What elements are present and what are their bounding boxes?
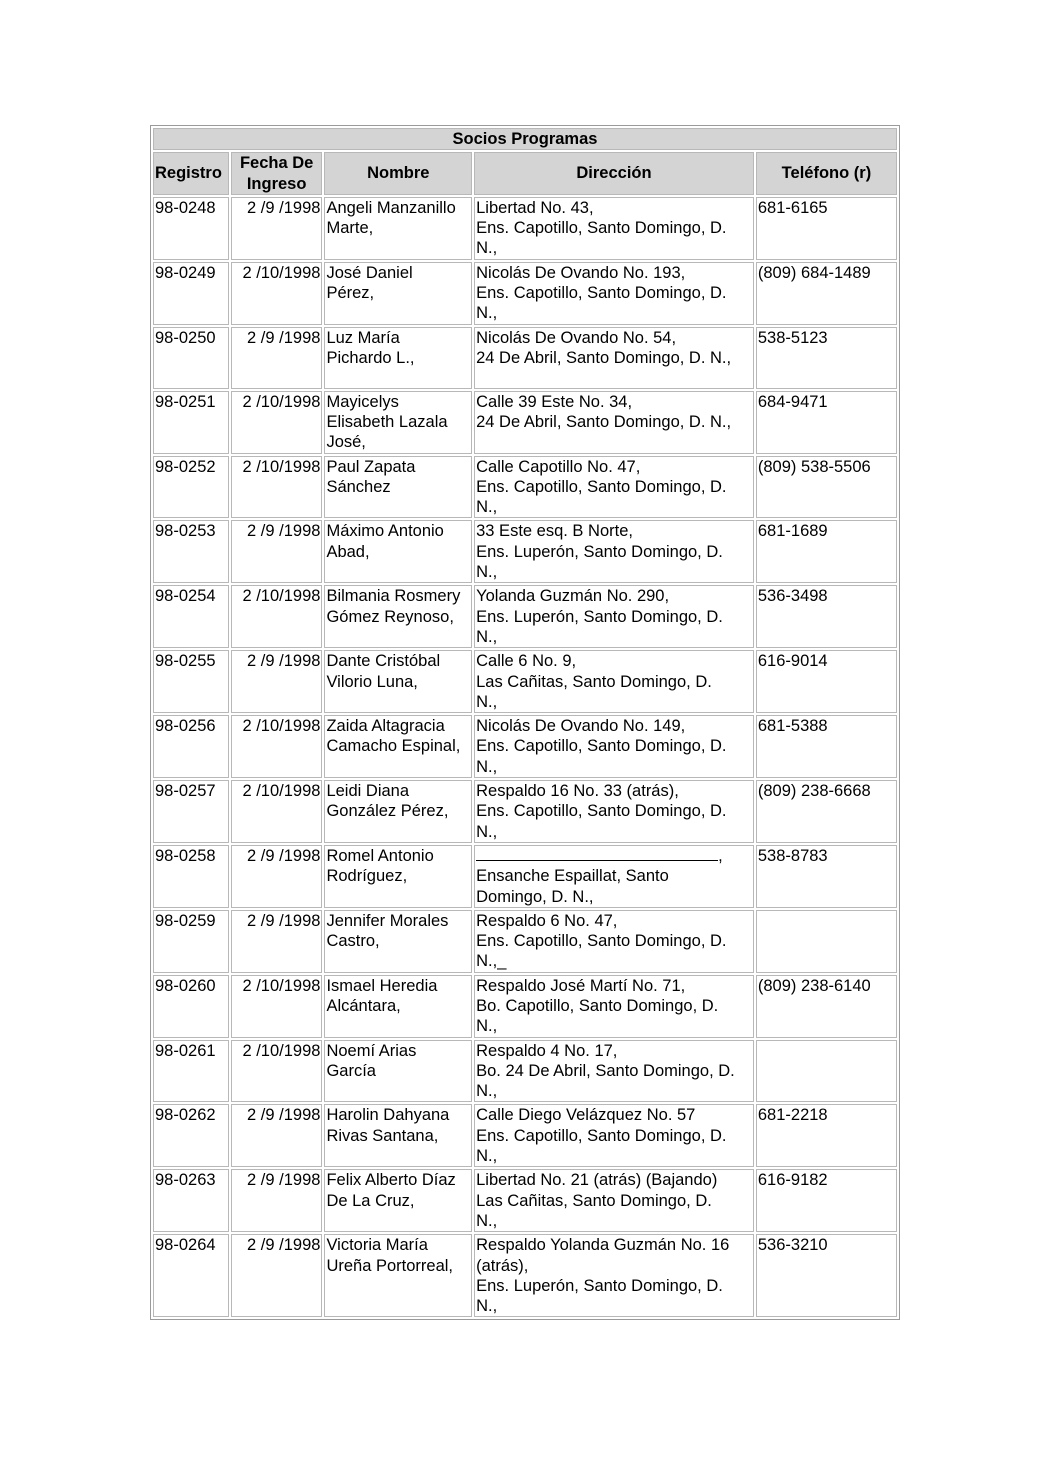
cell-nombre xyxy=(324,975,472,1038)
cell-fecha: 2 /10/1998 xyxy=(231,262,323,325)
nombre-line: Dante Cristóbal xyxy=(326,652,441,671)
table-row xyxy=(153,1234,897,1317)
direccion-line: Las Cañitas, Santo Domingo, D. xyxy=(476,672,712,691)
blank-suffix: , xyxy=(718,846,723,865)
cell-registro: 98-0256 xyxy=(153,715,229,778)
direccion-line: Calle 6 No. 9, xyxy=(476,652,577,671)
direccion-line: Bo. Capotillo, Santo Domingo, D. xyxy=(476,996,719,1015)
direccion-line: 24 De Abril, Santo Domingo, D. N., xyxy=(476,348,732,367)
cell-direccion xyxy=(474,1104,754,1167)
cell-direccion xyxy=(474,1234,754,1317)
cell-registro: 98-0253 xyxy=(153,520,229,583)
nombre-line: Marte, xyxy=(326,219,374,238)
direccion-line: N.,_ xyxy=(476,952,507,971)
direccion-line: Respaldo Yolanda Guzmán No. 16 xyxy=(476,1236,730,1255)
nombre-line: Paul Zapata xyxy=(326,457,416,476)
nombre-line: Pichardo L., xyxy=(326,348,415,367)
header-fecha-line1: Fecha De xyxy=(239,154,314,173)
cell-registro: 98-0258 xyxy=(153,845,229,908)
nombre-line: Zaida Altagracia xyxy=(326,717,445,736)
direccion-line: Calle 39 Este No. 34, xyxy=(476,392,633,411)
direccion-line: N., xyxy=(476,627,498,646)
table-title: Socios Programas xyxy=(153,128,897,150)
direccion-line: Respaldo 6 No. 47, xyxy=(476,911,618,930)
cell-telefono: (809) 684-1489 xyxy=(756,262,897,325)
nombre-line: Elisabeth Lazala xyxy=(326,412,448,431)
nombre-line: Ismael Heredia xyxy=(326,976,438,995)
cell-direccion xyxy=(474,391,754,454)
cell-direccion xyxy=(474,975,754,1038)
cell-fecha: 2 /10/1998 xyxy=(231,1040,323,1103)
nombre-line: González Pérez, xyxy=(326,802,449,821)
cell-telefono: 684-9471 xyxy=(756,391,897,454)
header-nombre: Nombre xyxy=(324,152,472,195)
cell-nombre xyxy=(324,262,472,325)
direccion-line: N., xyxy=(476,1211,498,1230)
table-row xyxy=(153,650,897,713)
cell-nombre xyxy=(324,1169,472,1232)
cell-fecha: 2 /9 /1998 xyxy=(231,650,323,713)
nombre-line: Luz María xyxy=(326,328,400,347)
direccion-line: Bo. 24 De Abril, Santo Domingo, D. xyxy=(476,1061,735,1080)
header-fecha xyxy=(231,152,323,195)
direccion-line: Ens. Luperón, Santo Domingo, D. xyxy=(476,542,723,561)
nombre-line: Vilorio Luna, xyxy=(326,672,418,691)
cell-fecha: 2 /10/1998 xyxy=(231,715,323,778)
direccion-line: Ens. Luperón, Santo Domingo, D. xyxy=(476,1276,723,1295)
cell-direccion xyxy=(474,456,754,519)
direccion-line: Libertad No. 21 (atrás) (Bajando) xyxy=(476,1171,718,1190)
cell-nombre xyxy=(324,780,472,843)
cell-registro: 98-0248 xyxy=(153,197,229,260)
direccion-line: Domingo, D. N., xyxy=(476,887,594,906)
cell-registro: 98-0260 xyxy=(153,975,229,1038)
table-row xyxy=(153,910,897,973)
cell-nombre xyxy=(324,1040,472,1103)
direccion-line: 33 Este esq. B Norte, xyxy=(476,522,633,541)
cell-nombre xyxy=(324,197,472,260)
cell-registro: 98-0251 xyxy=(153,391,229,454)
cell-fecha: 2 /9 /1998 xyxy=(231,1234,323,1317)
cell-fecha: 2 /9 /1998 xyxy=(231,520,323,583)
header-registro: Registro xyxy=(153,152,229,195)
direccion-line: Respaldo José Martí No. 71, xyxy=(476,976,686,995)
cell-telefono: 681-5388 xyxy=(756,715,897,778)
table-row xyxy=(153,780,897,843)
nombre-line: Romel Antonio xyxy=(326,846,434,865)
direccion-line: Libertad No. 43, xyxy=(476,198,594,217)
direccion-line: Calle Capotillo No. 47, xyxy=(476,457,641,476)
direccion-line: N., xyxy=(476,498,498,517)
cell-telefono: 538-8783 xyxy=(756,845,897,908)
cell-registro: 98-0254 xyxy=(153,585,229,648)
nombre-line: Bilmania Rosmery xyxy=(326,587,461,606)
direccion-line: Ensanche Espaillat, Santo xyxy=(476,867,669,886)
direccion-line: Nicolás De Ovando No. 54, xyxy=(476,328,677,347)
direccion-line: N., xyxy=(476,304,498,323)
direccion-line: Calle Diego Velázquez No. 57 xyxy=(476,1106,696,1125)
direccion-line: Yolanda Guzmán No. 290, xyxy=(476,587,670,606)
cell-nombre xyxy=(324,585,472,648)
cell-fecha: 2 /10/1998 xyxy=(231,780,323,843)
header-telefono: Teléfono (r) xyxy=(756,152,897,195)
nombre-line: Leidi Diana xyxy=(326,782,410,801)
cell-direccion xyxy=(474,780,754,843)
cell-nombre xyxy=(324,1104,472,1167)
cell-telefono: 616-9014 xyxy=(756,650,897,713)
cell-fecha: 2 /9 /1998 xyxy=(231,1104,323,1167)
cell-telefono xyxy=(756,910,897,973)
cell-nombre xyxy=(324,1234,472,1317)
cell-direccion xyxy=(474,197,754,260)
cell-registro: 98-0257 xyxy=(153,780,229,843)
direccion-line: N., xyxy=(476,757,498,776)
table-row xyxy=(153,1169,897,1232)
cell-nombre xyxy=(324,456,472,519)
blank-underline xyxy=(476,846,718,861)
table-body xyxy=(153,197,897,1318)
nombre-line: Camacho Espinal, xyxy=(326,737,461,756)
direccion-line: N., xyxy=(476,1082,498,1101)
header-fecha-line2: Ingreso xyxy=(246,174,307,193)
cell-fecha: 2 /9 /1998 xyxy=(231,327,323,389)
direccion-line: N., xyxy=(476,692,498,711)
cell-registro: 98-0252 xyxy=(153,456,229,519)
nombre-line: José, xyxy=(326,433,366,452)
table-row xyxy=(153,1104,897,1167)
cell-direccion xyxy=(474,1169,754,1232)
cell-registro: 98-0262 xyxy=(153,1104,229,1167)
cell-registro: 98-0264 xyxy=(153,1234,229,1317)
cell-direccion xyxy=(474,585,754,648)
table-row xyxy=(153,456,897,519)
nombre-line: Rodríguez, xyxy=(326,867,408,886)
cell-telefono: 538-5123 xyxy=(756,327,897,389)
direccion-line: Ens. Capotillo, Santo Domingo, D. xyxy=(476,737,727,756)
direccion-line: Nicolás De Ovando No. 193, xyxy=(476,263,686,282)
cell-direccion xyxy=(474,327,754,389)
cell-telefono: 681-1689 xyxy=(756,520,897,583)
cell-direccion xyxy=(474,1040,754,1103)
direccion-line: N., xyxy=(476,239,498,258)
cell-fecha: 2 /10/1998 xyxy=(231,585,323,648)
cell-registro: 98-0255 xyxy=(153,650,229,713)
cell-nombre xyxy=(324,845,472,908)
cell-fecha: 2 /9 /1998 xyxy=(231,845,323,908)
cell-telefono xyxy=(756,1040,897,1103)
cell-direccion xyxy=(474,262,754,325)
cell-nombre xyxy=(324,327,472,389)
cell-fecha: 2 /10/1998 xyxy=(231,975,323,1038)
nombre-line: Harolin Dahyana xyxy=(326,1106,450,1125)
direccion-line: N., xyxy=(476,1017,498,1036)
cell-direccion xyxy=(474,845,754,908)
cell-telefono: (809) 238-6140 xyxy=(756,975,897,1038)
nombre-line: Pérez, xyxy=(326,284,375,303)
direccion-line: Ens. Capotillo, Santo Domingo, D. xyxy=(476,802,727,821)
direccion-blank-line xyxy=(476,846,752,866)
cell-fecha: 2 /9 /1998 xyxy=(231,197,323,260)
direccion-line: N., xyxy=(476,1297,498,1316)
cell-direccion xyxy=(474,520,754,583)
table-row xyxy=(153,520,897,583)
direccion-line: 24 De Abril, Santo Domingo, D. N., xyxy=(476,412,732,431)
cell-telefono: (809) 538-5506 xyxy=(756,456,897,519)
cell-telefono: 681-6165 xyxy=(756,197,897,260)
cell-registro: 98-0261 xyxy=(153,1040,229,1103)
table-row xyxy=(153,845,897,908)
nombre-line: Ureña Portorreal, xyxy=(326,1256,454,1275)
cell-telefono: 681-2218 xyxy=(756,1104,897,1167)
nombre-line: Abad, xyxy=(326,542,370,561)
direccion-line: Respaldo 4 No. 17, xyxy=(476,1041,618,1060)
table-row xyxy=(153,1040,897,1103)
nombre-line: Sánchez xyxy=(326,477,391,496)
cell-nombre xyxy=(324,910,472,973)
nombre-line: García xyxy=(326,1061,376,1080)
cell-fecha: 2 /10/1998 xyxy=(231,456,323,519)
header-row xyxy=(153,152,897,195)
cell-nombre xyxy=(324,520,472,583)
direccion-line: Ens. Capotillo, Santo Domingo, D. xyxy=(476,477,727,496)
direccion-line: Nicolás De Ovando No. 149, xyxy=(476,717,686,736)
table-row xyxy=(153,262,897,325)
nombre-line: Angeli Manzanillo xyxy=(326,198,456,217)
table-row xyxy=(153,197,897,260)
direccion-line: Ens. Luperón, Santo Domingo, D. xyxy=(476,607,723,626)
cell-registro: 98-0249 xyxy=(153,262,229,325)
cell-telefono: 616-9182 xyxy=(756,1169,897,1232)
nombre-line: Gómez Reynoso, xyxy=(326,607,454,626)
cell-direccion xyxy=(474,650,754,713)
table-row xyxy=(153,327,897,389)
cell-telefono: 536-3498 xyxy=(756,585,897,648)
cell-nombre xyxy=(324,650,472,713)
cell-registro: 98-0263 xyxy=(153,1169,229,1232)
cell-direccion xyxy=(474,715,754,778)
direccion-line: Las Cañitas, Santo Domingo, D. xyxy=(476,1191,712,1210)
direccion-line: Ens. Capotillo, Santo Domingo, D. xyxy=(476,284,727,303)
cell-telefono: 536-3210 xyxy=(756,1234,897,1317)
direccion-line: (atrás), xyxy=(476,1256,529,1275)
cell-registro: 98-0259 xyxy=(153,910,229,973)
table-row xyxy=(153,585,897,648)
cell-telefono: (809) 238-6668 xyxy=(756,780,897,843)
nombre-line: Máximo Antonio xyxy=(326,522,444,541)
cell-nombre xyxy=(324,715,472,778)
direccion-line: Respaldo 16 No. 33 (atrás), xyxy=(476,782,679,801)
nombre-line: Felix Alberto Díaz xyxy=(326,1171,456,1190)
nombre-line: Castro, xyxy=(326,932,380,951)
nombre-line: Jennifer Morales xyxy=(326,911,449,930)
cell-nombre xyxy=(324,391,472,454)
cell-fecha: 2 /10/1998 xyxy=(231,391,323,454)
socios-programas-table xyxy=(150,125,900,1320)
cell-registro: 98-0250 xyxy=(153,327,229,389)
nombre-line: Rivas Santana, xyxy=(326,1126,439,1145)
direccion-line: Ens. Capotillo, Santo Domingo, D. xyxy=(476,932,727,951)
nombre-line: Noemí Arias xyxy=(326,1041,417,1060)
nombre-line: De La Cruz, xyxy=(326,1191,415,1210)
title-row xyxy=(153,128,897,150)
table-row xyxy=(153,715,897,778)
direccion-line: N., xyxy=(476,1147,498,1166)
cell-fecha: 2 /9 /1998 xyxy=(231,1169,323,1232)
cell-direccion xyxy=(474,910,754,973)
table-row xyxy=(153,391,897,454)
nombre-line: José Daniel xyxy=(326,263,413,282)
table-row xyxy=(153,975,897,1038)
direccion-line: Ens. Capotillo, Santo Domingo, D. xyxy=(476,1126,727,1145)
nombre-line: Mayicelys xyxy=(326,392,399,411)
header-direccion: Dirección xyxy=(474,152,754,195)
direccion-line: Ens. Capotillo, Santo Domingo, D. xyxy=(476,219,727,238)
direccion-line: N., xyxy=(476,563,498,582)
nombre-line: Victoria María xyxy=(326,1236,428,1255)
cell-fecha: 2 /9 /1998 xyxy=(231,910,323,973)
nombre-line: Alcántara, xyxy=(326,996,401,1015)
direccion-line: N., xyxy=(476,822,498,841)
